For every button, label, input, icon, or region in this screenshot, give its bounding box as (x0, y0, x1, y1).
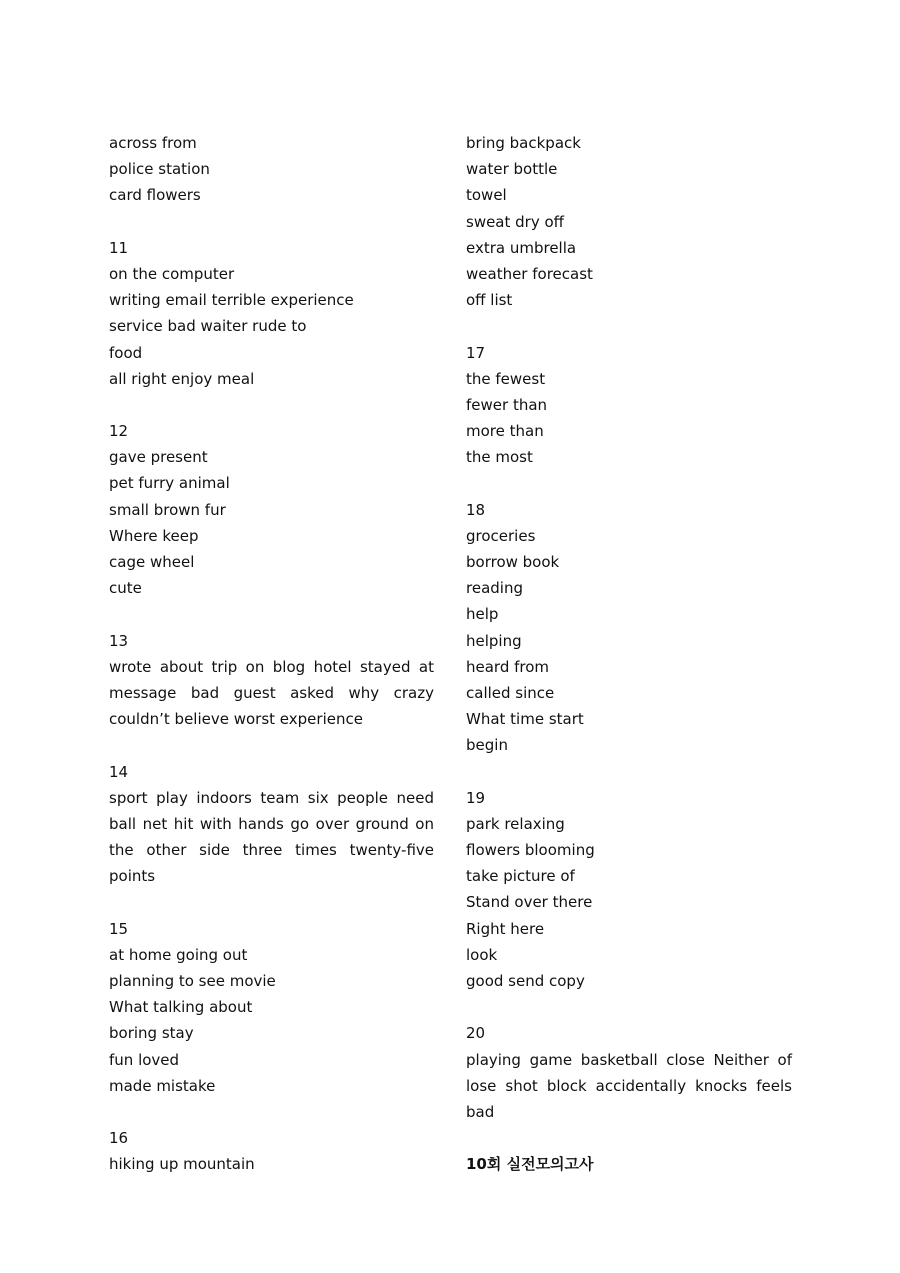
text-line: park relaxing (466, 814, 565, 833)
question-number: 17 (466, 343, 486, 362)
text-line: What time start (466, 710, 584, 729)
text-line: called since (466, 683, 555, 702)
text-line: heard from (466, 657, 550, 676)
section-title: 10회 실전모의고사 (466, 1155, 594, 1174)
text-line: helping (466, 631, 522, 650)
text-line: good send copy (466, 972, 585, 990)
text-line: fewer than (466, 395, 548, 414)
text-line: pet furry animal (109, 474, 230, 493)
text-line: reading (466, 579, 523, 598)
question-number: 13 (109, 631, 129, 650)
text-line: all right enjoy meal (109, 369, 255, 388)
question-number: 11 (109, 238, 129, 257)
text-line: the most (466, 448, 533, 467)
text-line: extra umbrella (466, 238, 577, 257)
text-line: gave present (109, 448, 208, 467)
text-line: help (466, 605, 499, 624)
left-column (109, 130, 434, 1178)
text-line: the fewest (466, 369, 546, 388)
question-number: 15 (109, 919, 129, 938)
question-number: 12 (109, 422, 129, 441)
text-line: boring stay (109, 1024, 194, 1043)
text-line: Right here (466, 919, 545, 938)
text-line: at home going out (109, 945, 248, 964)
text-line: planning to see movie (109, 972, 276, 991)
text-line: flowers blooming (466, 841, 595, 860)
text-line: more than (466, 422, 544, 441)
text-line: card flowers (109, 186, 201, 205)
text-line: cage wheel (109, 553, 195, 571)
text-line: take picture of (466, 867, 575, 886)
paragraph: wrote about trip on blog hotel stayed at message bad guest asked why crazy couldn’t believe worst experience (109, 657, 434, 729)
text-line: on the computer (109, 264, 235, 283)
paragraph: playing game basketball close Neither of lose shot block accidentally knocks feels bad (466, 1050, 792, 1121)
text-line: food (109, 343, 143, 362)
text-line: Stand over there (466, 893, 593, 912)
text-line: off list (466, 291, 513, 310)
question-number: 16 (109, 1129, 129, 1148)
right-column (466, 130, 792, 1178)
text-line: water bottle (466, 160, 558, 179)
text-line: look (466, 945, 498, 964)
question-number: 20 (466, 1024, 486, 1043)
text-line: hiking up mountain (109, 1155, 255, 1174)
text-line: weather forecast (466, 264, 593, 283)
question-number: 18 (466, 500, 486, 519)
text-line: begin (466, 736, 508, 755)
text-line: borrow book (466, 553, 560, 571)
paragraph: sport play indoors team six people need ball net hit with hands go over ground on the other side three times twenty-five points (109, 788, 434, 886)
text-line: police station (109, 160, 210, 179)
text-line: made mistake (109, 1076, 216, 1095)
question-number: 14 (109, 762, 129, 781)
text-line: What talking about (109, 998, 253, 1017)
text-line: groceries (466, 526, 536, 545)
text-line: Where keep (109, 526, 199, 545)
text-line: cute (109, 579, 142, 598)
text-line: service bad waiter rude to (109, 317, 307, 336)
text-line: small brown fur (109, 500, 226, 519)
text-line: across from (109, 134, 197, 152)
text-line: fun loved (109, 1050, 180, 1069)
text-line: sweat dry off (466, 212, 564, 231)
text-line: towel (466, 186, 507, 205)
text-line: bring backpack (466, 134, 581, 152)
text-line: writing email terrible experience (109, 291, 354, 310)
question-number: 19 (466, 788, 486, 807)
